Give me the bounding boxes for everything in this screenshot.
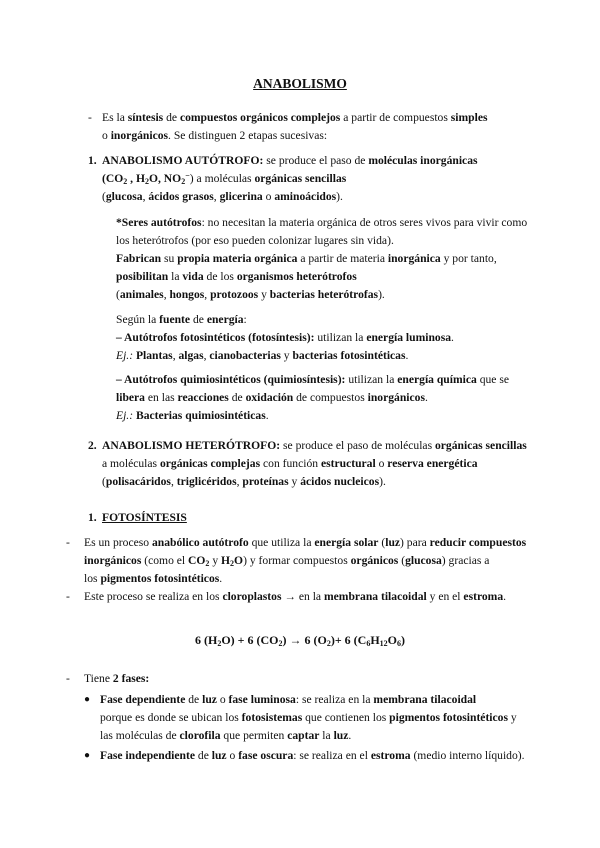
section-2-line-2: a moléculas orgánicas complejas con función estructural o reserva energética [102,457,478,470]
intro-bullet: - [88,111,92,124]
photosynthesis-equation: 6 $(H_2O) + 6$ $(CO_2) \to 6$ $(O_2)+ 6$ $(C_6H_{12}O_6)$ [194,633,406,648]
fase-1-line-2: porque es donde se ubican los fotosistemas que contienen los pigmentos fotosintéticos y [100,711,517,724]
fotosintesis-line-3: los pigmentos fotosintéticos. [84,572,223,585]
fase-1-line-1: Fase dependiente de luz o fase luminosa: se realiza en la membrana tilacoidal [100,693,477,706]
fases-bullet: - [66,672,70,685]
fuente-quimiosinteticos-line-2: libera en las reacciones de oxidación de compuestos inorgánicos. [116,391,428,404]
section-1-line-3: (glucosa, ácidos grasos, glicerina o aminoácidos). [102,190,343,203]
seres-line-5: (animales, hongos, protozoos y bacterias heterótrofas). [116,288,385,301]
section-1-heading: ANABOLISMO AUTÓTROFO: se produce el paso de moléculas inorgánicas [102,154,478,167]
fotosintesis-number: 1. [88,511,97,524]
page-title: ANABOLISMO [253,76,347,91]
fotosintesis-bullet-1: - [66,536,70,549]
section-1-line-2: ($CO_2$ , $H_2O$, $NO_2^-$) a moléculas orgánicas sencillas [102,171,347,186]
fase-1-bullet-icon: ● [84,694,91,705]
section-2-line-3: (polisacáridos, triglicéridos, proteínas y ácidos nucleicos). [102,475,386,488]
section-2-heading: ANABOLISMO HETERÓTROFO: se produce el paso de moléculas orgánicas sencillas [102,439,527,452]
fuente-fotosinteticos: – Autótrofos fotosintéticos (fotosíntesis): utilizan la energía luminosa. [116,331,454,344]
fuente-quimiosinteticos: – Autótrofos quimiosintéticos (quimiosíntesis): utilizan la energía química que se [116,373,510,386]
seres-line-4: posibilitan la vida de los organismos heterótrofos [116,270,357,283]
fotosintesis-line-4: Este proceso se realiza en los cloroplastos → en la membrana tilacoidal y en el estroma. [84,590,507,603]
intro-line-2: o inorgánicos. Se distinguen 2 etapas sucesivas: [102,129,328,142]
fotosintesis-line-1: Es un proceso anabólico autótrofo que utiliza la energía solar (luz) para reducir compuestos [84,536,527,549]
section-1-number: 1. [88,154,97,167]
seres-line-3: Fabrican su propia materia orgánica a partir de materia inorgánica y por tanto, [116,252,497,265]
fase-2-bullet-icon: ● [84,750,91,761]
fase-2-line: Fase independiente de luz o fase oscura: se realiza en el estroma (medio interno líquido). [100,749,525,762]
seres-line-2: los heterótrofos (por eso pueden colonizar lugares sin vida). [116,234,394,247]
seres-line-1: *Seres autótrofos: no necesitan la materia orgánica de otros seres vivos para vivir como [116,216,528,229]
fases-intro: Tiene 2 fases: [84,672,150,685]
fotosintesis-bullet-2: - [66,590,70,603]
fotosintesis-heading: FOTOSÍNTESIS [102,511,187,524]
fuente-line-1: Según la fuente de energía: [116,313,247,326]
fuente-fotosinteticos-ejemplo: Ej.: Plantas, algas, cianobacterias y bacterias fotosintéticas. [116,349,409,362]
fotosintesis-line-2: inorgánicos (como el $CO_2$ y $H_2O$) y formar compuestos orgánicos (glucosa) gracias a [84,554,490,568]
fase-1-line-3: las moléculas de clorofila que permiten captar la luz. [100,729,352,742]
intro-line-1: Es la síntesis de compuestos orgánicos complejos a partir de compuestos simples [102,111,488,124]
section-2-number: 2. [88,439,97,452]
fuente-quimiosinteticos-ejemplo: Ej.: Bacterias quimiosintéticas. [116,409,269,422]
